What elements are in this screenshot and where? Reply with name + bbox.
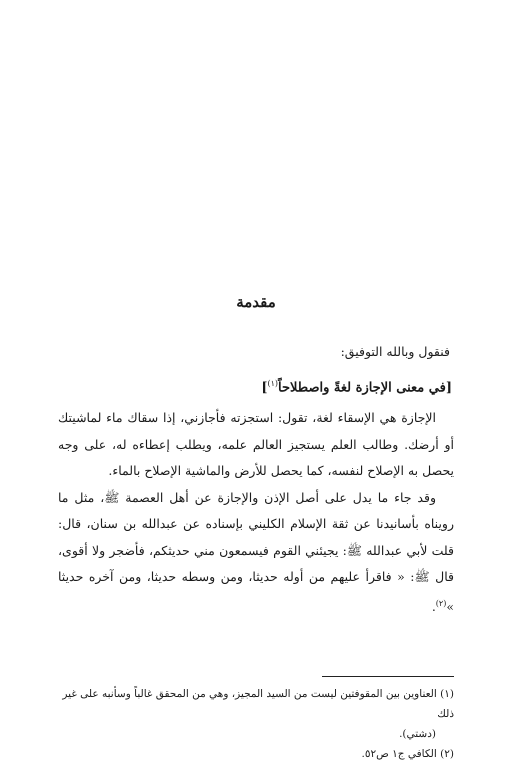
- footnotes: [58, 684, 454, 764]
- footnote-divider: [322, 676, 454, 677]
- footnote-ref-1: (١): [267, 379, 279, 388]
- footnote-1-continuation: (دشتي).: [399, 728, 436, 740]
- footnote-2-number: (٢): [440, 748, 454, 760]
- footnote-1-number: (١): [440, 688, 454, 700]
- paragraph-1: الإجازة هي الإسقاء لغة، تقول: استجزته فأجازني، إذا سقاك ماء لماشيتك أو أرضك. وطالب العلم يستجيز العالم علمه، ويطلب إعطاءه له، على وجه يحصل به الإصلاح لنفسه، كما يحصل للأرض والماشية الإصلاح بالماء.: [58, 410, 454, 478]
- paragraph-2-text: وقد جاء ما يدل على أصل الإذن والإجازة عن أهل العصمة ﷺ، مثل ما رويناه بأسانيدنا عن ثقة الإسلام الكليني بإسناده عن عبدالله بن سنان، قال: قلت لأبي عبدالله ﷺ: يجيئني القوم فيسمعون مني حديثكم، فأضجر ولا أقوى، قال ﷺ: « فاقرأ عليهم من أوله حديثا، ومن وسطه حديثا، ومن آخره حديثا »: [58, 489, 454, 614]
- paragraph-2: وقد جاء ما يدل على أصل الإذن والإجازة عن أهل العصمة ﷺ، مثل ما رويناه بأسانيدنا عن ثقة الإسلام الكليني بإسناده عن عبدالله بن سنان، قال: قلت لأبي عبدالله ﷺ: يجيئني القوم فيسمعون مني حديثكم، فأضجر ولا أقوى، قال ﷺ: « فاقرأ عليهم من أوله حديثا، ومن وسطه حديثا، ومن آخره حديثا »$^{(٢)}$.: [58, 489, 454, 614]
- section-heading-text: [في معنى الإجازة لغةً واصطلاحاً: [278, 380, 452, 396]
- section-heading: [261, 379, 452, 395]
- main-text: [58, 405, 454, 620]
- footnote-1-text: العناوين بين المقوفتين ليست من السيد المجيز، وهي من المحقق غالباً وسأنبه على غير ذلك: [62, 688, 454, 720]
- intro-line: فنقول وبالله التوفيق:: [340, 344, 450, 359]
- section-heading-close: ]: [261, 380, 268, 396]
- footnote-1: [58, 684, 454, 724]
- page-title: مقدمة: [236, 293, 276, 311]
- footnote-2-text: الكافي ج١ ص٥٢.: [361, 748, 437, 760]
- footnote-ref-2: (٢): [435, 598, 447, 608]
- footnote-2: [58, 744, 454, 764]
